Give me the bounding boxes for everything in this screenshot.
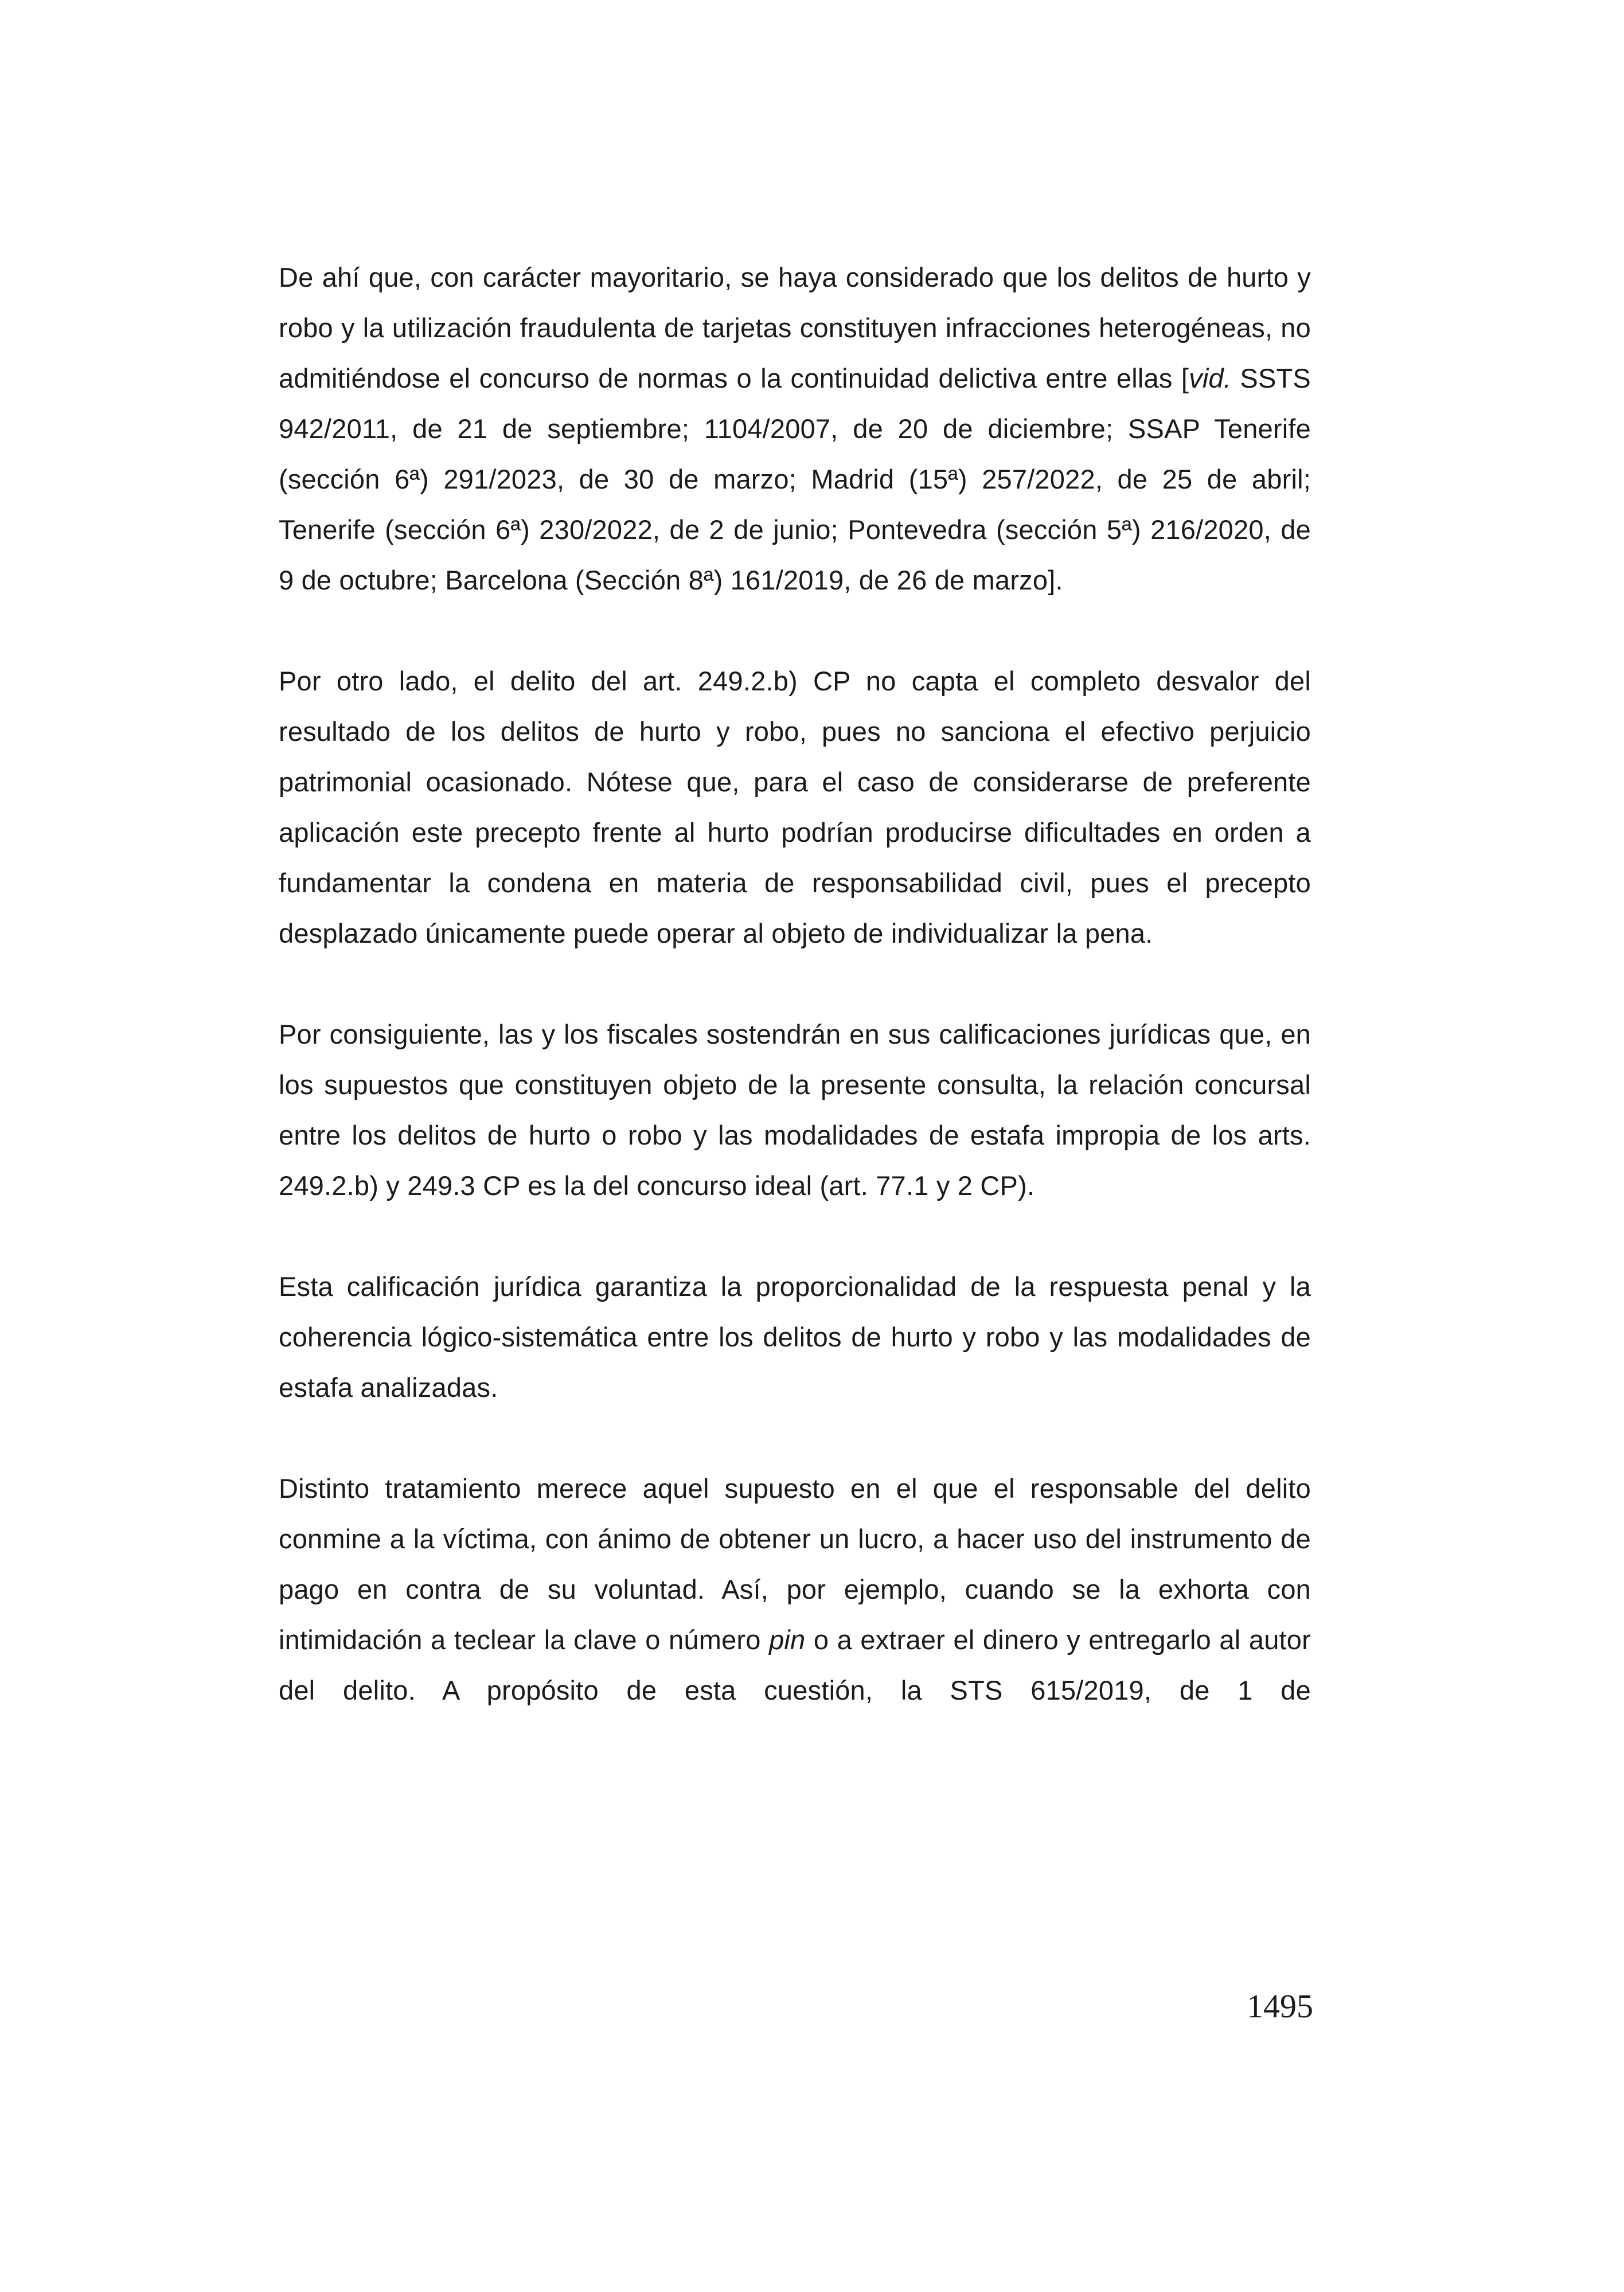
- paragraph-text: Esta calificación jurídica garantiza la proporcionalidad de la respuesta penal y la coherencia lógico-sistemática entre los delitos de hurto y robo y las modalidades de estafa analizadas.: [279, 1271, 1311, 1403]
- paragraph-proporcionalidad: [279, 1262, 1311, 1413]
- document-body: [279, 252, 1311, 1716]
- paragraph-distinto-tratamiento: [279, 1463, 1311, 1716]
- paragraph-text: Distinto tratamiento merece aquel supuesto en el que el responsable del delito conmine a la víctima, con ánimo de obtener un lucro, a hacer uso del instrumento de pago en contra de su voluntad. Así, por ejemplo, cuando se la exhorta con intimidación a teclear la clave o número: [279, 1473, 1311, 1655]
- paragraph-text: Por otro lado, el delito del art. 249.2.b) CP no capta el completo desvalor del resultado de los delitos de hurto y robo, pues no sanciona el efectivo perjuicio patrimonial ocasionado. Nótese que, para el caso de considerarse de preferente aplicación este precepto frente al hurto podrían producirse dificultades en orden a fundamentar la condena en materia de responsabilidad civil, pues el precepto desplazado únicamente puede operar al objeto de individualizar la pena.: [279, 666, 1311, 948]
- paragraph-desvalor-resultado: [279, 656, 1311, 959]
- italic-text: pin: [769, 1625, 806, 1655]
- paragraph-text: De ahí que, con carácter mayoritario, se haya considerado que los delitos de hurto y robo y la utilización fraudulenta de tarjetas constituyen infracciones heterogéneas, no admitiéndose el concurso de normas o la continuidad delictiva entre ellas [: [279, 262, 1311, 393]
- paragraph-text: o a extraer el dinero y entregarlo al autor del delito. A propósito de esta cuestión, la STS 615/2019, de 1 de: [279, 1625, 1311, 1705]
- paragraph-text: Por consiguiente, las y los fiscales sostendrán en sus calificaciones jurídicas que, en los supuestos que constituyen objeto de la presente consulta, la relación concursal entre los delitos de hurto o robo y las modalidades de estafa impropia de los arts. 249.2.b) y 249.3 CP es la del concurso ideal (art. 77.1 y 2 CP).: [279, 1019, 1311, 1201]
- page-number: 1495: [1247, 1988, 1313, 2025]
- paragraph-concurso-ideal: [279, 1009, 1311, 1211]
- italic-text: vid.: [1189, 363, 1232, 393]
- paragraph-concurso-heterogeneas: [279, 252, 1311, 606]
- paragraph-text: SSTS 942/2011, de 21 de septiembre; 1104/2007, de 20 de diciembre; SSAP Tenerife (sección 6ª) 291/2023, de 30 de marzo; Madrid (15ª) 257/2022, de 25 de abril; Tenerife (sección 6ª) 230/2022, de 2 de junio; Pontevedra (sección 5ª) 216/2020, de 9 de octubre; Barcelona (Sección 8ª) 161/2019, de 26 de marzo].: [279, 363, 1311, 595]
